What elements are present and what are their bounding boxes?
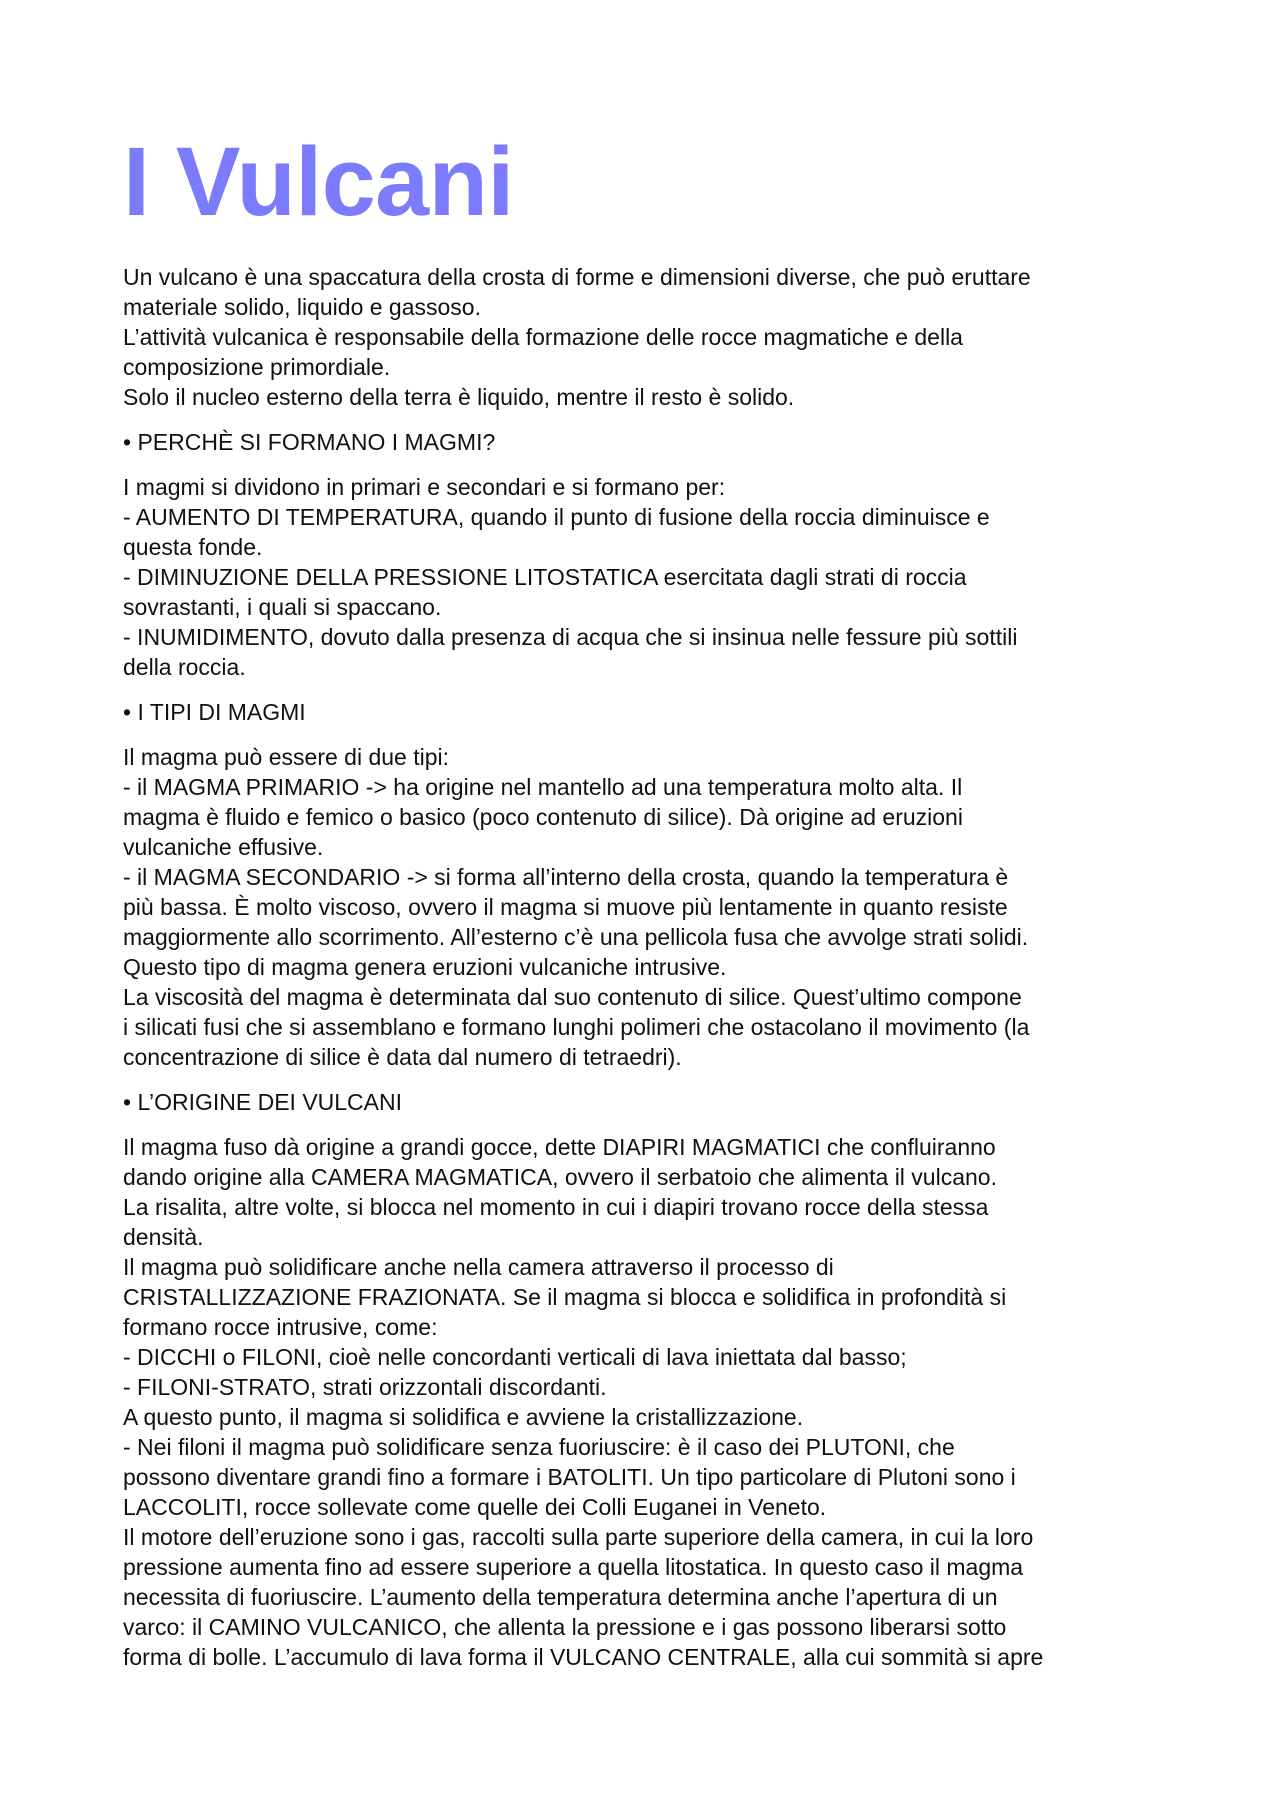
text-line: composizione primordiale.	[123, 354, 391, 380]
text-line: Il magma può solidificare anche nella camera attraverso il processo di	[123, 1254, 834, 1280]
text-line: - AUMENTO DI TEMPERATURA, quando il punto di fusione della roccia diminuisce e	[123, 504, 990, 530]
text-line: - INUMIDIMENTO, dovuto dalla presenza di acqua che si insinua nelle fessure più sottili	[123, 624, 1018, 650]
paragraph-origine-vulcani	[123, 1132, 1173, 1672]
text-line: - DIMINUZIONE DELLA PRESSIONE LITOSTATICA esercitata dagli strati di roccia	[123, 564, 967, 590]
text-line: possono diventare grandi fino a formare i BATOLITI. Un tipo particolare di Plutoni sono i	[123, 1464, 1016, 1490]
text-line: - Nei filoni il magma può solidificare senza fuoriuscire: è il caso dei PLUTONI, che	[123, 1434, 955, 1460]
text-line: L’attività vulcanica è responsabile della formazione delle rocce magmatiche e della	[123, 324, 963, 350]
text-line: i silicati fusi che si assemblano e formano lunghi polimeri che ostacolano il movimento (la	[123, 1014, 1030, 1040]
text-line: forma di bolle. L’accumulo di lava forma il VULCANO CENTRALE, alla cui sommità si apre	[123, 1644, 1044, 1670]
text-line: materiale solido, liquido e gassoso.	[123, 294, 481, 320]
text-line: Il motore dell’eruzione sono i gas, raccolti sulla parte superiore della camera, in cui la loro	[123, 1524, 1034, 1550]
text-line: necessita di fuoriuscire. L’aumento della temperatura determina anche l’apertura di un	[123, 1584, 998, 1610]
text-line: La viscosità del magma è determinata dal suo contenuto di silice. Quest’ultimo compone	[123, 984, 1022, 1010]
text-line: Il magma fuso dà origine a grandi gocce, dette DIAPIRI MAGMATICI che confluiranno	[123, 1134, 996, 1160]
section-heading-origine-vulcani: • L’ORIGINE DEI VULCANI	[123, 1089, 403, 1115]
section-heading-formazione-magmi: • PERCHÈ SI FORMANO I MAGMI?	[123, 429, 496, 455]
text-line: - DICCHI o FILONI, cioè nelle concordanti verticali di lava iniettata dal basso;	[123, 1344, 907, 1370]
text-line: magma è fluido e femico o basico (poco contenuto di silice). Dà origine ad eruzioni	[123, 804, 963, 830]
text-line: densità.	[123, 1224, 204, 1250]
text-line: Questo tipo di magma genera eruzioni vulcaniche intrusive.	[123, 954, 727, 980]
text-line: vulcaniche effusive.	[123, 834, 324, 860]
text-line: formano rocce intrusive, come:	[123, 1314, 438, 1340]
text-line: Un vulcano è una spaccatura della crosta di forme e dimensioni diverse, che può eruttare	[123, 264, 1031, 290]
text-line: I magmi si dividono in primari e secondari e si formano per:	[123, 474, 726, 500]
text-line: LACCOLITI, rocce sollevate come quelle dei Colli Euganei in Veneto.	[123, 1494, 827, 1520]
paragraph-formazione-magmi	[123, 472, 1173, 682]
text-line: La risalita, altre volte, si blocca nel momento in cui i diapiri trovano rocce della stessa	[123, 1194, 989, 1220]
text-line: CRISTALLIZZAZIONE FRAZIONATA. Se il magma si blocca e solidifica in profondità si	[123, 1284, 1007, 1310]
text-line: maggiormente allo scorrimento. All’esterno c’è una pellicola fusa che avvolge strati solidi.	[123, 924, 1029, 950]
page-title: I Vulcani	[123, 127, 514, 236]
text-line: A questo punto, il magma si solidifica e avviene la cristallizzazione.	[123, 1404, 804, 1430]
text-line: pressione aumenta fino ad essere superiore a quella litostatica. In questo caso il magma	[123, 1554, 1024, 1580]
text-line: più bassa. È molto viscoso, ovvero il magma si muove più lentamente in quanto resiste	[123, 894, 1008, 920]
section-heading-tipi-magmi: • I TIPI DI MAGMI	[123, 699, 306, 725]
text-line: sovrastanti, i quali si spaccano.	[123, 594, 442, 620]
text-line: - il MAGMA PRIMARIO -> ha origine nel mantello ad una temperatura molto alta. Il	[123, 774, 963, 800]
paragraph-intro	[123, 262, 1173, 412]
paragraph-tipi-magmi	[123, 742, 1173, 1072]
text-line: varco: il CAMINO VULCANICO, che allenta la pressione e i gas possono liberarsi sotto	[123, 1614, 1007, 1640]
text-line: concentrazione di silice è data dal numero di tetraedri).	[123, 1044, 682, 1070]
text-line: Il magma può essere di due tipi:	[123, 744, 450, 770]
text-line: dando origine alla CAMERA MAGMATICA, ovvero il serbatoio che alimenta il vulcano.	[123, 1164, 997, 1190]
text-line: - il MAGMA SECONDARIO -> si forma all’interno della crosta, quando la temperatura è	[123, 864, 1009, 890]
text-line: questa fonde.	[123, 534, 263, 560]
text-line: della roccia.	[123, 654, 246, 680]
text-line: Solo il nucleo esterno della terra è liquido, mentre il resto è solido.	[123, 384, 795, 410]
text-line: - FILONI-STRATO, strati orizzontali discordanti.	[123, 1374, 607, 1400]
document-page	[123, 128, 1173, 1672]
